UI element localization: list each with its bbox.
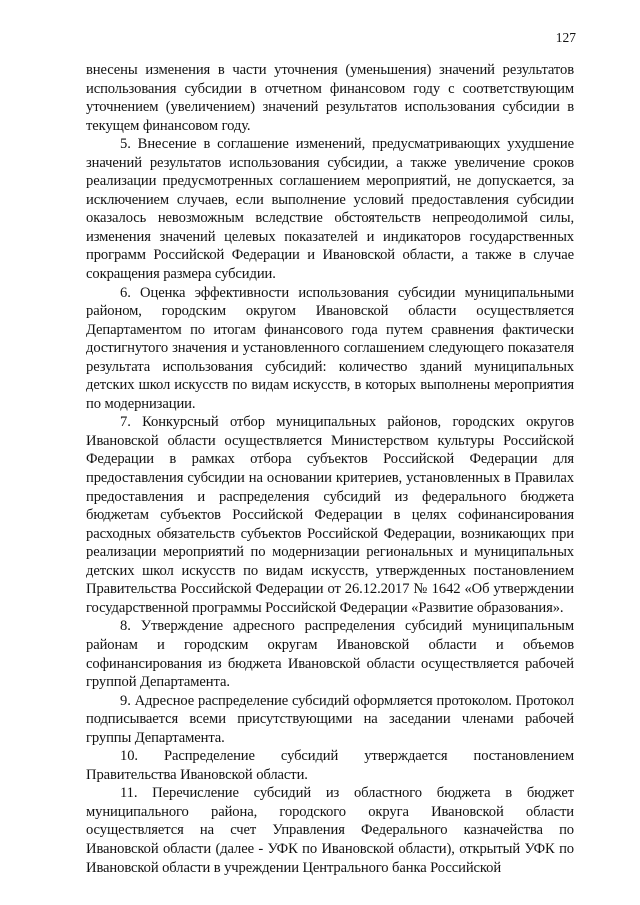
paragraph-10: 10. Распределение субсидий утверждается постановлением Правительства Ивановской области. — [86, 748, 574, 783]
paragraph-7: 7. Конкурсный отбор муниципальных районов, городских округов Ивановской области осуществляется Министерством культуры Российской Федерации в рамках отбора субъектов Российской Федерации для предоставления субсидии на основании критериев, установленных в Правилах предоставления и распределения субсидий из федерального бюджета бюджетам субъектов Российской Федерации в целях софинансирования расходных обязательств субъектов Российской Федерации, возникающих при реализации мероприятий по модернизации региональных и муниципальных детских школ искусств по видам искусств, утвержденных постановлением Правительства Российской Федерации от 26.12.2017 № 1642 «Об утверждении государственной программы Российской Федерации «Развитие образования». — [86, 414, 574, 616]
paragraph-9: 9. Адресное распределение субсидий оформляется протоколом. Протокол подписывается всеми присутствующими на заседании членами рабочей группы Департамента. — [86, 692, 574, 746]
page-number: 127 — [555, 30, 576, 45]
paragraph-6: 6. Оценка эффективности использования субсидии муниципальными районом, городским округом Ивановской области осуществляется Департаментом по итогам финансового года путем сравнения фактически достигнутого значения и установленного соглашением следующего показателя результата использования субсидий: количество зданий муниципальных детских школ искусств по видам искусств, в которых выполнены мероприятия по модернизации. — [86, 284, 574, 412]
paragraph-continuation: внесены изменения в части уточнения (уменьшения) значений результатов использования субсидии в отчетном финансовом году с соответствующим уточнением (увеличением) значений результатов использования субсидии в текущем финансовом году. — [86, 62, 574, 134]
paragraph-8: 8. Утверждение адресного распределения субсидий муниципальным районам и городским округам Ивановской области и объемов софинансирования из бюджета Ивановской области осуществляется рабочей группой Департамента. — [86, 618, 574, 691]
document-body — [86, 61, 574, 877]
paragraph-5: 5. Внесение в соглашение изменений, предусматривающих ухудшение значений результатов использования субсидии, а также увеличение сроков реализации предусмотренных соглашением мероприятий, не допускается, за исключением случаев, если выполнение условий предоставления субсидии оказалось невозможным вследствие обстоятельств непреодолимой силы, изменения значений целевых показателей и индикаторов государственных программ Российской Федерации и Ивановской области, а также в случае сокращения размера субсидии. — [86, 136, 574, 283]
paragraph-11: 11. Перечисление субсидий из областного бюджета в бюджет муниципального района, городского округа Ивановской области осуществляется на счет Управления Федерального казначейства по Ивановской области (далее - УФК по Ивановской области), открытый УФК по Ивановской области в учреждении Центрального банка Российской — [86, 785, 574, 876]
